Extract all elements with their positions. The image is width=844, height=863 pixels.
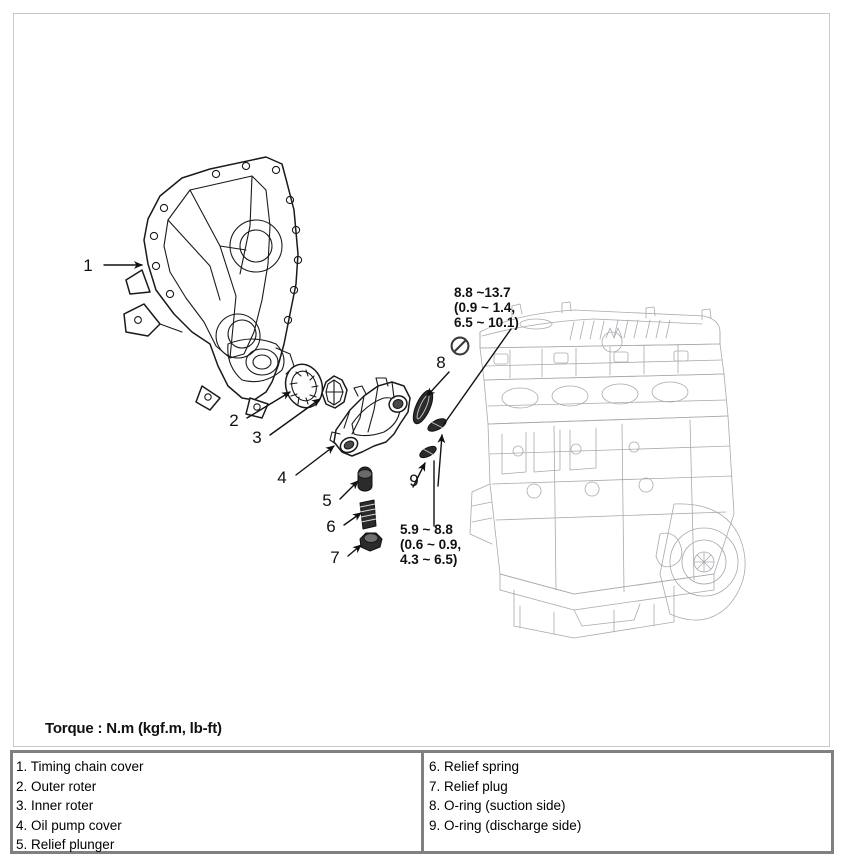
part-o-ring-discharge-upper bbox=[426, 416, 448, 434]
list-item: 2. Outer roter bbox=[16, 778, 97, 794]
list-item: 1. Timing chain cover bbox=[16, 759, 144, 774]
torque-spec-suction bbox=[454, 285, 519, 330]
parts-column-left bbox=[13, 753, 424, 851]
exploded-view-illustration bbox=[14, 14, 829, 746]
list-item: 6. Relief spring bbox=[429, 759, 520, 774]
callout-4: 4 bbox=[277, 468, 287, 487]
callout-8: 8 bbox=[436, 353, 446, 372]
parts-list-table bbox=[10, 750, 834, 854]
part-inner-roter bbox=[322, 376, 347, 408]
svg-text:4.3 ~ 6.5): 4.3 ~ 6.5) bbox=[400, 552, 458, 567]
part-timing-chain-cover bbox=[124, 157, 302, 418]
callout-5: 5 bbox=[322, 491, 332, 510]
diagram-panel bbox=[13, 13, 830, 747]
svg-text:6.5 ~ 10.1): 6.5 ~ 10.1) bbox=[454, 315, 519, 330]
list-item: 9. O-ring (discharge side) bbox=[429, 817, 582, 833]
parts-column-right bbox=[424, 753, 831, 851]
part-o-ring-discharge-lower bbox=[418, 444, 438, 460]
torque-note: Torque : N.m (kgf.m, lb-ft) bbox=[45, 720, 222, 737]
list-item: 8. O-ring (suction side) bbox=[429, 798, 566, 814]
svg-text:(0.9 ~ 1.4,: (0.9 ~ 1.4, bbox=[454, 300, 516, 315]
list-item: 5. Relief plunger bbox=[16, 837, 115, 853]
part-relief-plunger bbox=[358, 467, 372, 491]
callout-1: 1 bbox=[83, 256, 93, 275]
callout-3: 3 bbox=[252, 428, 262, 447]
part-o-ring-suction bbox=[409, 388, 436, 427]
part-relief-plug bbox=[360, 533, 382, 551]
list-item: 7. Relief plug bbox=[429, 778, 508, 794]
svg-text:(0.6 ~ 0.9,: (0.6 ~ 0.9, bbox=[400, 537, 462, 552]
torque-spec-discharge bbox=[400, 522, 461, 567]
svg-text:8.8 ~13.7: 8.8 ~13.7 bbox=[454, 285, 511, 300]
callout-6: 6 bbox=[326, 517, 336, 536]
leader-lines bbox=[104, 265, 511, 556]
part-outer-roter bbox=[280, 360, 328, 413]
callout-9: 9 bbox=[409, 471, 419, 490]
callout-7: 7 bbox=[330, 548, 340, 567]
list-item: 4. Oil pump cover bbox=[16, 817, 122, 833]
list-item: 3. Inner roter bbox=[16, 798, 94, 814]
engine-block-assembly bbox=[470, 302, 745, 638]
prohibition-icon bbox=[452, 338, 469, 355]
svg-text:5.9 ~ 8.8: 5.9 ~ 8.8 bbox=[400, 522, 453, 537]
callout-2: 2 bbox=[229, 411, 239, 430]
part-relief-spring bbox=[360, 500, 376, 529]
